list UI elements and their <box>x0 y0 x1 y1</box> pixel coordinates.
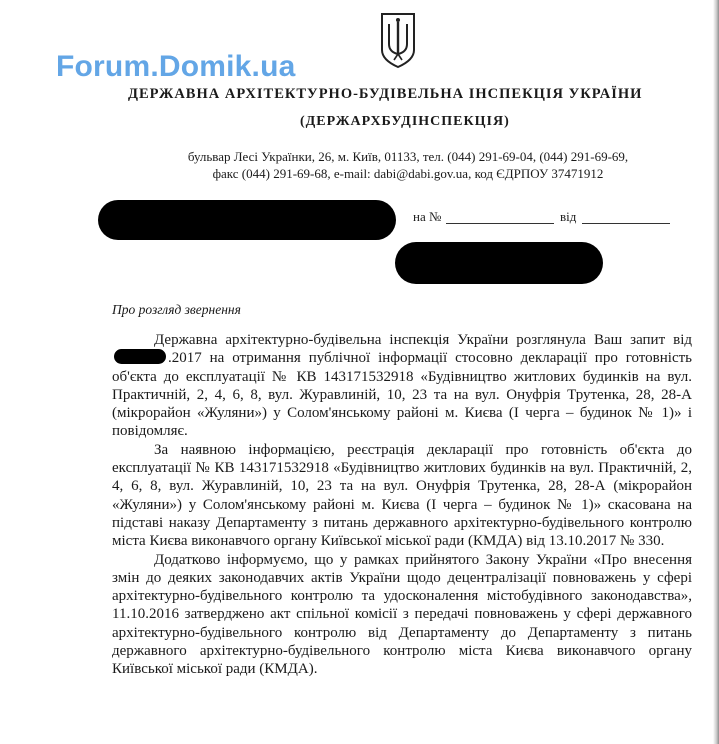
paragraph-1-start: Державна архітектурно-будівельна інспекція України розглянула Ваш запит від <box>154 332 692 348</box>
paragraph-2: За наявною інформацією, реєстрація декларації про готовність об'єкта до експлуатації № КВ 143171532918 «Будівництво житлових будинків на вул. Практичній, 2, 4, 6, 8, вул. Журавлиній, 10, 23 та на вул. Онуфрія Трутенка, 28, 28-А (мікрорайон «Жуляни») у Солом'янському районі м. Києва (І черга – будинок № 1)» скасована на підставі наказу Департаменту з питань державного архітектурно-будівельного контролю міста Києва виконавчого органу Київської міської ради (КМДА) від 13.10.2017 № 330. <box>112 441 692 550</box>
watermark-text: Forum.Domik.ua <box>56 50 296 83</box>
reference-date-label: від <box>560 209 577 224</box>
letter-body <box>112 331 692 679</box>
paragraph-1-end: .2017 на отримання публічної інформації стосовно декларації про готовність об'єкта до експлуатації № КВ 143171532918 «Будівництво житлових будинків на вул. Практичній, 2, 4, 6, 8, вул. Журавлиній, 10, 23 та на вул. Онуфрія Трутенка, 28, 28-А (мікрорайон «Жуляни») у Солом'янському районі м. Києва (І черга – будинок № 1)» і повідомляє. <box>112 350 692 440</box>
scan-edge-shadow <box>713 0 719 744</box>
address-line-2: факс (044) 291-69-68, e-mail: dabi@dabi.gov.ua, код ЄДРПОУ 37471912 <box>212 166 604 181</box>
redacted-date <box>114 349 166 364</box>
address-line-1: бульвар Лесі Українки, 26, м. Київ, 01133, тел. (044) 291-69-04, (044) 291-69-69, <box>187 149 629 164</box>
org-address <box>148 148 668 182</box>
reference-date-line <box>582 223 670 224</box>
redacted-recipient <box>98 200 396 240</box>
reference-number-line <box>446 223 554 224</box>
redacted-recipient-address <box>395 242 603 284</box>
trident-emblem-icon <box>376 10 420 70</box>
reference-number-label: на № <box>413 209 442 224</box>
paragraph-1 <box>112 331 692 441</box>
letter-subject: Про розгляд звернення <box>112 302 241 317</box>
org-name: ДЕРЖАВНА АРХІТЕКТУРНО-БУДІВЕЛЬНА ІНСПЕКЦІЯ УКРАЇНИ <box>128 86 643 102</box>
paragraph-3: Додатково інформуємо, що у рамках прийнятого Закону України «Про внесення змін до деяких законодавчих актів України щодо децентралізації повноважень у сфері архітектурно-будівельного контролю та удосконалення містобудівного законодавства», 11.10.2016 затверджено акт спільної комісії з передачі повноважень у сфері державного архітектурно-будівельного контролю від Департаменту до Департаменту з питань державного архітектурно-будівельного контролю міста Києва виконавчого органу Київської міської ради (КМДА). <box>112 551 692 678</box>
org-short-name: (ДЕРЖАРХБУДІНСПЕКЦІЯ) <box>300 114 510 129</box>
